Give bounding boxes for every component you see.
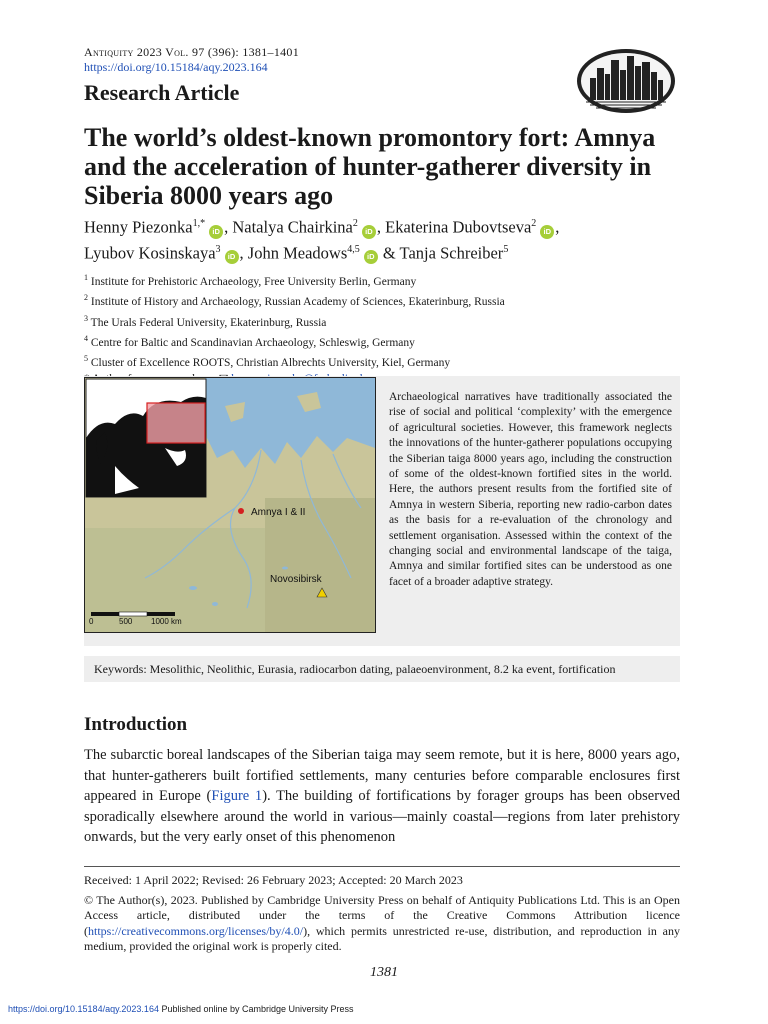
section-heading: Introduction	[84, 714, 188, 735]
license-text: © The Author(s), 2023. Published by Cambridge University Press on behalf of Antiquity Publications Ltd. This is an Open Access article, distributed under the terms of the Creative Commons Attribution licence (https://creativecommons.org/licenses/by/4.0/), which permits unrestricted re-use, distribution, and reproduction in any medium, provided the original work is properly cited.	[84, 893, 680, 953]
orcid-icon[interactable]: iD	[225, 250, 239, 264]
scale-label: 500	[119, 617, 133, 626]
location-map	[84, 377, 376, 633]
orcid-icon[interactable]: iD	[209, 225, 223, 239]
affiliations	[84, 270, 505, 387]
author-name: Ekaterina Dubovtseva	[385, 217, 532, 237]
antiquity-skyline-logo-icon	[576, 48, 676, 114]
author-name: Lyubov Kosinskaya	[84, 243, 216, 262]
author-list: Henny Piezonka$^{1,*}$iD , Natalya Chairkina$^2$iD , Ekaterina Dubovtseva$^2$iD , Lyubov Kosinskaya$^3$iD , John Meadows$^{4,5}$iD & Tanja Schreiber$^5$	[84, 217, 560, 262]
scale-label: 0	[89, 617, 94, 626]
site-marker-icon	[238, 508, 244, 514]
received-dates: Received: 1 April 2022; Revised: 26 February 2023; Accepted: 20 March 2023	[84, 873, 463, 887]
author-name: Henny Piezonka	[84, 217, 193, 237]
author-name: Natalya Chairkina	[232, 217, 353, 237]
affiliation-item: $^2$ Institute of History and Archaeology, Russian Academy of Sciences, Ekaterinburg, Russia	[84, 293, 505, 309]
orcid-icon[interactable]: iD	[364, 250, 378, 264]
affiliation-item: $^1$ Institute for Prehistoric Archaeology, Free University Berlin, Germany	[84, 273, 417, 288]
abstract-text: Archaeological narratives have traditionally associated the rise of social and political ‘complexity’ with the emergence of agricultural societies. However, this framework neglects the innovations of the hunter-gatherer populations occupying the Siberian taiga 8000 years ago, including the construction of some of the oldest-known fortified sites in the world. Here, the authors present results from the fortified site of Amnya in western Siberia, reporting new radio-carbon dates as the basis for a re-evaluation of the chronology and settlement organisation. Assessed within the context of the changing social and environmental landscape of the taiga, Amnya and similar fortified sites can be understood as one facet of a broader adaptive strategy.	[389, 391, 672, 588]
footer-doi-link[interactable]: https://doi.org/10.15184/aqy.2023.164	[8, 1004, 159, 1014]
page-number: 1381	[370, 965, 398, 980]
page-footer: https://doi.org/10.15184/aqy.2023.164 Published online by Cambridge University Press	[8, 1004, 354, 1014]
keywords: Keywords: Mesolithic, Neolithic, Eurasia, radiocarbon dating, palaeoenvironment, 8.2 ka event, fortification	[84, 656, 680, 682]
figure-1-link[interactable]: Figure 1	[211, 788, 263, 804]
article-title: The world’s oldest-known promontory fort: Amnya and the acceleration of hunter-gatherer diversity in Siberia 8000 years ago	[84, 123, 656, 210]
author-name: John Meadows	[247, 243, 348, 262]
intro-paragraph: The subarctic boreal landscapes of the Siberian taiga may seem remote, but it is here, 8000 years ago, that hunter-gatherers built fortified settlements, many centuries before comparable enclosures first appeared in Europe (Figure 1). The building of fortifications by forager groups has been observed sporadically elsewhere around the world in various—mainly coastal—regions from later prehistory onwards, but the very early onset of this phenomenon	[84, 747, 680, 845]
doi-link[interactable]: https://doi.org/10.15184/aqy.2023.164	[84, 60, 268, 74]
city-label: Novosibirsk	[270, 574, 322, 585]
section-type: Research Article	[84, 80, 240, 105]
affiliation-item: $^5$ Cluster of Excellence ROOTS, Christian Albrechts University, Kiel, Germany	[84, 354, 451, 370]
divider	[84, 866, 680, 867]
scale-label: 1000 km	[151, 617, 182, 626]
orcid-icon[interactable]: iD	[540, 225, 554, 239]
license-link[interactable]: https://creativecommons.org/licenses/by/4.0/	[88, 923, 304, 938]
journal-citation: Antiquity 2023 Vol. 97 (396): 1381–1401	[84, 45, 300, 59]
affiliation-item: $^3$ The Urals Federal University, Ekaterinburg, Russia	[84, 313, 327, 329]
affiliation-item: $^4$ Centre for Baltic and Scandinavian Archaeology, Schleswig, Germany	[84, 333, 415, 349]
orcid-icon[interactable]: iD	[362, 225, 376, 239]
author-name: Tanja Schreiber	[399, 243, 504, 262]
site-label: Amnya I & II	[251, 507, 306, 518]
